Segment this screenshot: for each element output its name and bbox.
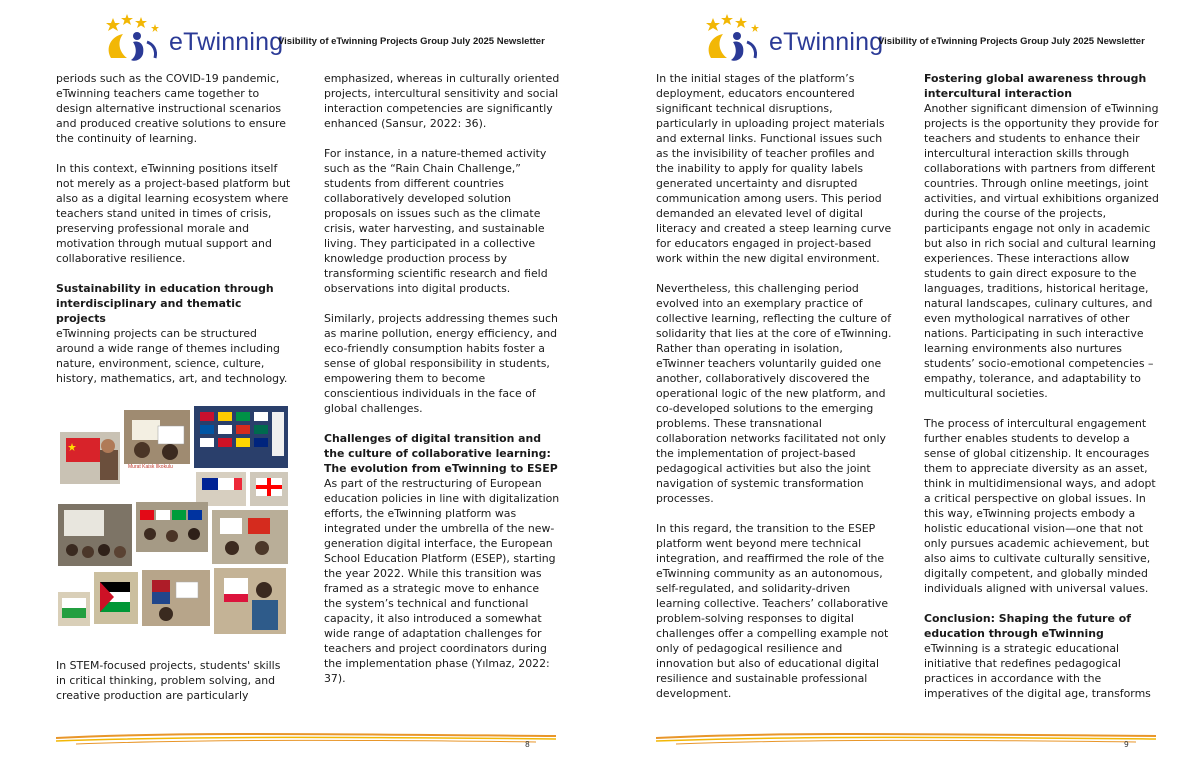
column-left-bottom [56, 658, 292, 703]
newsletter-page-9 [600, 0, 1200, 776]
paragraph: As part of the restructuring of European education policies in line with digitalization efforts, the eTwinning platform was integrated under the umbrella of the new-generation digital interface, the European School Education Platform (ESEP), starting the year 2022. While this transition was framed as a strategic move to enhance the system’s technical and functional capacity, it also introduced a somewhat wide range of adaptation challenges for teachers and project coordinators during the implementation phase (Yılmaz, 2022: 37). [324, 477, 560, 685]
paragraph: emphasized, whereas in culturally oriented projects, intercultural sensitivity and social interaction competencies are significantly enhanced (Sansur, 2022: 36). [324, 72, 560, 130]
footer-swoosh-icon [656, 728, 1156, 752]
column-left [656, 71, 892, 701]
section-heading: Sustainability in education through interdisciplinary and thematic projects [56, 282, 274, 325]
photo-tile [250, 472, 288, 506]
photo-tile [58, 592, 90, 626]
photo-tile [142, 570, 210, 626]
photo-tile [196, 472, 246, 506]
newsletter-title: Visibility of eTwinning Projects Group July 2025 Newsletter [878, 36, 1145, 47]
footer-swoosh-icon [56, 728, 556, 752]
photo-tile [194, 406, 288, 468]
paragraph: The process of intercultural engagement further enables students to develop a sense of global citizenship. It encourages them to appreciate diversity as an asset, think in multidimensional ways, and adopt a critical perspective on global issues. In this way, eTwinning projects embody a holistic educational vision—one that not only pursues academic achievement, but also aims to cultivate culturally sensitive, digitally competent, and globally minded individuals aligned with universal values. [924, 417, 1156, 595]
logo-wordmark: eTwinning [769, 28, 884, 56]
photo-tile [136, 502, 208, 552]
section-heading: Challenges of digital transition and the culture of collaborative learning: The evolution from eTwinning to ESEP [324, 432, 558, 475]
paragraph: In STEM-focused projects, students' skills in critical thinking, problem solving, and creative production are particularly [56, 659, 281, 702]
paragraph: Another significant dimension of eTwinning projects is the opportunity they provide for teachers and students to enhance their intercultural interaction skills through collaborations with partners from different countries. Through online meetings, joint activities, and virtual exhibitions organized during the course of the projects, participants engage not only in academic but also in rich social and cultural learning experiences. These interactions allow students to gain direct exposure to the languages, traditions, historical heritage, natural landscapes, culinary cultures, and even mythological narratives of other nations. Participating in such interactive learning environments also nurtures students’ socio-emotional competencies – empathy, tolerance, and adaptability to multicultural societies. [924, 102, 1159, 400]
paragraph: eTwinning projects can be structured around a wide range of themes including nature, environment, science, culture, history, mathematics, art, and technology. [56, 327, 288, 385]
paragraph: periods such as the COVID-19 pandemic, eTwinning teachers came together to design alternative instructional scenarios and produced creative solutions to ensure the continuity of learning. [56, 72, 286, 145]
paragraph: Nevertheless, this challenging period evolved into an exemplary practice of collective learning, reflecting the culture of solidarity that lies at the core of eTwinning. Rather than operating in isolation, eTwinner teachers voluntarily guided one another, collaboratively discovered the operational logic of the new platform, and co-developed solutions to the emerging problems. These transnational collaboration networks facilitated not only the implementation of project-based pedagogical activities but also the joint navigation of systemic transformation processes. [656, 282, 892, 505]
column-left [56, 71, 292, 386]
column-right [924, 71, 1160, 701]
photo-tile [124, 410, 190, 464]
paragraph: In the initial stages of the platform’s deployment, educators encountered significant technical disruptions, particularly in uploading project materials and external links. Functional issues such as the invisibility of teacher profiles and the inability to apply for quality labels generated uncertainty and disrupted communication among users. This period demanded an elevated level of digital literacy and created a steep learning curve for educators engaged in project-based work within the new digital environment. [656, 72, 892, 265]
paragraph: For instance, in a nature-themed activity such as the “Rain Chain Challenge,” students from different countries collaboratively developed solution proposals on issues such as the climate crisis, water harvesting, and sustainable living. They participated in a collective knowledge production process by transforming scientific research and field observations into digital products. [324, 147, 548, 295]
page-number: 8 [525, 740, 530, 749]
section-heading: Conclusion: Shaping the future of education through eTwinning [924, 612, 1131, 640]
paragraph: eTwinning is a strategic educational initiative that redefines pedagogical practices in accordance with the imperatives of the digital age, transforms [924, 642, 1151, 700]
page-number: 9 [1124, 740, 1129, 749]
paragraph: In this context, eTwinning positions itself not merely as a project-based platform but also as a digital learning ecosystem where teachers stand united in times of crisis, preserving professional morale and motivation through mutual support and collaborative resilience. [56, 162, 291, 265]
paragraph: In this regard, the transition to the ESEP platform went beyond mere technical integration, and reaffirmed the role of the eTwinning community as an autonomous, self-regulated, and solidarity-driven learning collective. Teachers’ collaborative problem-solving responses to digital challenges offer a compelling example not only of pedagogical resilience and innovation but also of educational digital resilience and sustainable professional development. [656, 522, 889, 700]
paragraph: Similarly, projects addressing themes such as marine pollution, energy efficiency, and eco-friendly consumption habits foster a sense of global responsibility in students, empowering them to become conscientious individuals in the face of global challenges. [324, 312, 558, 415]
section-heading: Fostering global awareness through intercultural interaction [924, 72, 1147, 100]
photo-tile [58, 504, 132, 566]
column-right [324, 71, 560, 686]
student-flags-collage-image [56, 406, 288, 634]
newsletter-title: Visibility of eTwinning Projects Group July 2025 Newsletter [278, 36, 545, 47]
photo-tile [214, 568, 286, 634]
photo-tile [60, 432, 120, 484]
collage-caption: Murat Kaisk Ilkokulu [128, 464, 173, 470]
logo-wordmark: eTwinning [169, 28, 284, 56]
photo-tile [94, 572, 138, 624]
photo-tile [212, 510, 288, 564]
